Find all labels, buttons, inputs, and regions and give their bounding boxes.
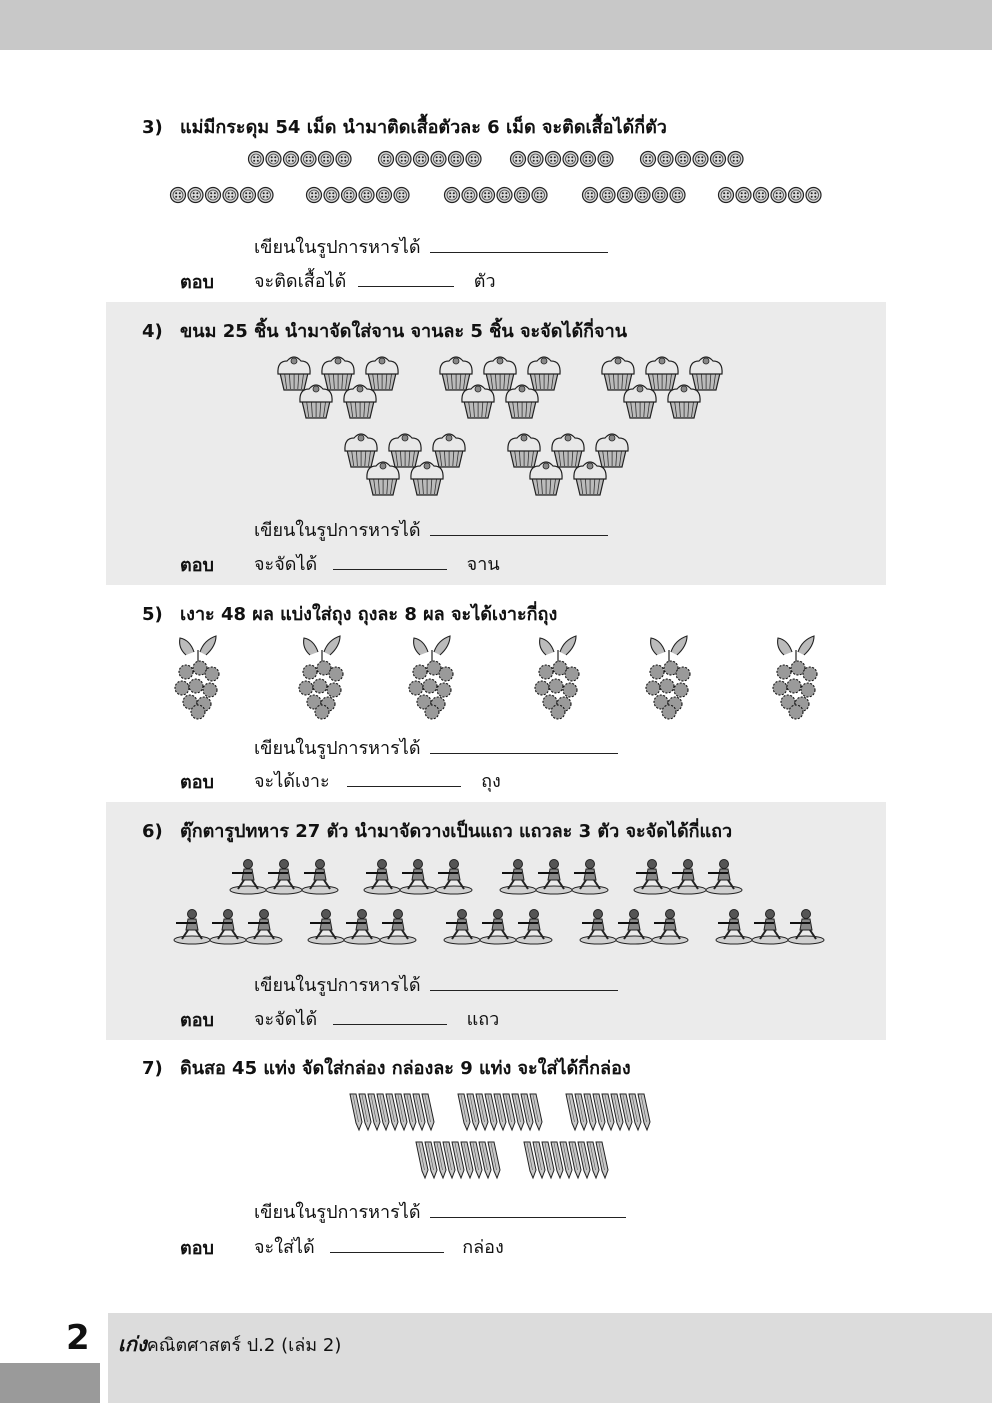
answer-label: ตอบ bbox=[180, 555, 214, 576]
pencil-bundle bbox=[524, 1142, 608, 1178]
answer-line bbox=[254, 1232, 504, 1261]
question-text: ดินสอ 45 แท่ง จัดใส่กล่อง กล่องละ 9 แท่ง จะใส่ได้กี่กล่อง bbox=[180, 1058, 631, 1079]
answer-unit: แถว bbox=[466, 1009, 500, 1030]
question-text: ตุ๊กตารูปทหาร 27 ตัว นำมาจัดวางเป็นแถว แถวละ 3 ตัว จะจัดได้กี่แถว bbox=[180, 821, 733, 842]
answer-label: ตอบ bbox=[180, 772, 214, 793]
question-number: 4) bbox=[142, 321, 163, 342]
footer-box bbox=[0, 1363, 100, 1403]
question-number: 6) bbox=[142, 821, 163, 842]
answer-label: ตอบ bbox=[180, 1010, 214, 1031]
pencil-bundle bbox=[566, 1094, 650, 1130]
answer-prefix: จะจัดได้ bbox=[254, 1009, 318, 1030]
division-blank[interactable] bbox=[430, 1201, 626, 1218]
pencil-bundle bbox=[416, 1142, 500, 1178]
page-number: 2 bbox=[66, 1318, 90, 1358]
write-prompt-text: เขียนในรูปการหารได้ bbox=[254, 237, 421, 258]
answer-unit: กล่อง bbox=[462, 1237, 504, 1258]
answer-unit: จาน bbox=[466, 554, 500, 575]
answer-unit: ตัว bbox=[473, 271, 496, 292]
answer-prefix: จะจัดได้ bbox=[254, 554, 318, 575]
pencil-bundle bbox=[458, 1094, 542, 1130]
write-prompt-text: เขียนในรูปการหารได้ bbox=[254, 975, 421, 996]
answer-label: ตอบ bbox=[180, 1238, 214, 1259]
pencil-bundle bbox=[350, 1094, 434, 1130]
answer-unit: ถุง bbox=[481, 771, 501, 792]
answer-label: ตอบ bbox=[180, 272, 214, 293]
book-title-text: คณิตศาสตร์ ป.2 (เล่ม 2) bbox=[146, 1335, 342, 1356]
answer-prefix: จะได้เงาะ bbox=[254, 771, 330, 792]
question-number: 7) bbox=[142, 1058, 163, 1079]
write-prompt-text: เขียนในรูปการหารได้ bbox=[254, 738, 421, 759]
answer-prefix: จะติดเสื้อได้ bbox=[254, 271, 347, 292]
question-text: แม่มีกระดุม 54 เม็ด นำมาติดเสื้อตัวละ 6 เม็ด จะติดเสื้อได้กี่ตัว bbox=[180, 117, 667, 138]
question-text: เงาะ 48 ผล แบ่งใส่ถุง ถุงละ 8 ผล จะได้เงาะกี่ถุง bbox=[180, 604, 558, 625]
answer-blank[interactable] bbox=[330, 1236, 444, 1253]
answer-prefix: จะใส่ได้ bbox=[254, 1237, 315, 1258]
book-brand: เก่ง bbox=[118, 1332, 147, 1356]
question-number: 5) bbox=[142, 604, 163, 625]
division-prompt bbox=[254, 1197, 626, 1226]
write-prompt-text: เขียนในรูปการหารได้ bbox=[254, 1202, 421, 1223]
question-text: ขนม 25 ชิ้น นำมาจัดใส่จาน จานละ 5 ชิ้น จะจัดได้กี่จาน bbox=[180, 321, 628, 342]
write-prompt-text: เขียนในรูปการหารได้ bbox=[254, 520, 421, 541]
book-title bbox=[118, 1328, 341, 1360]
question-number: 3) bbox=[142, 117, 163, 138]
